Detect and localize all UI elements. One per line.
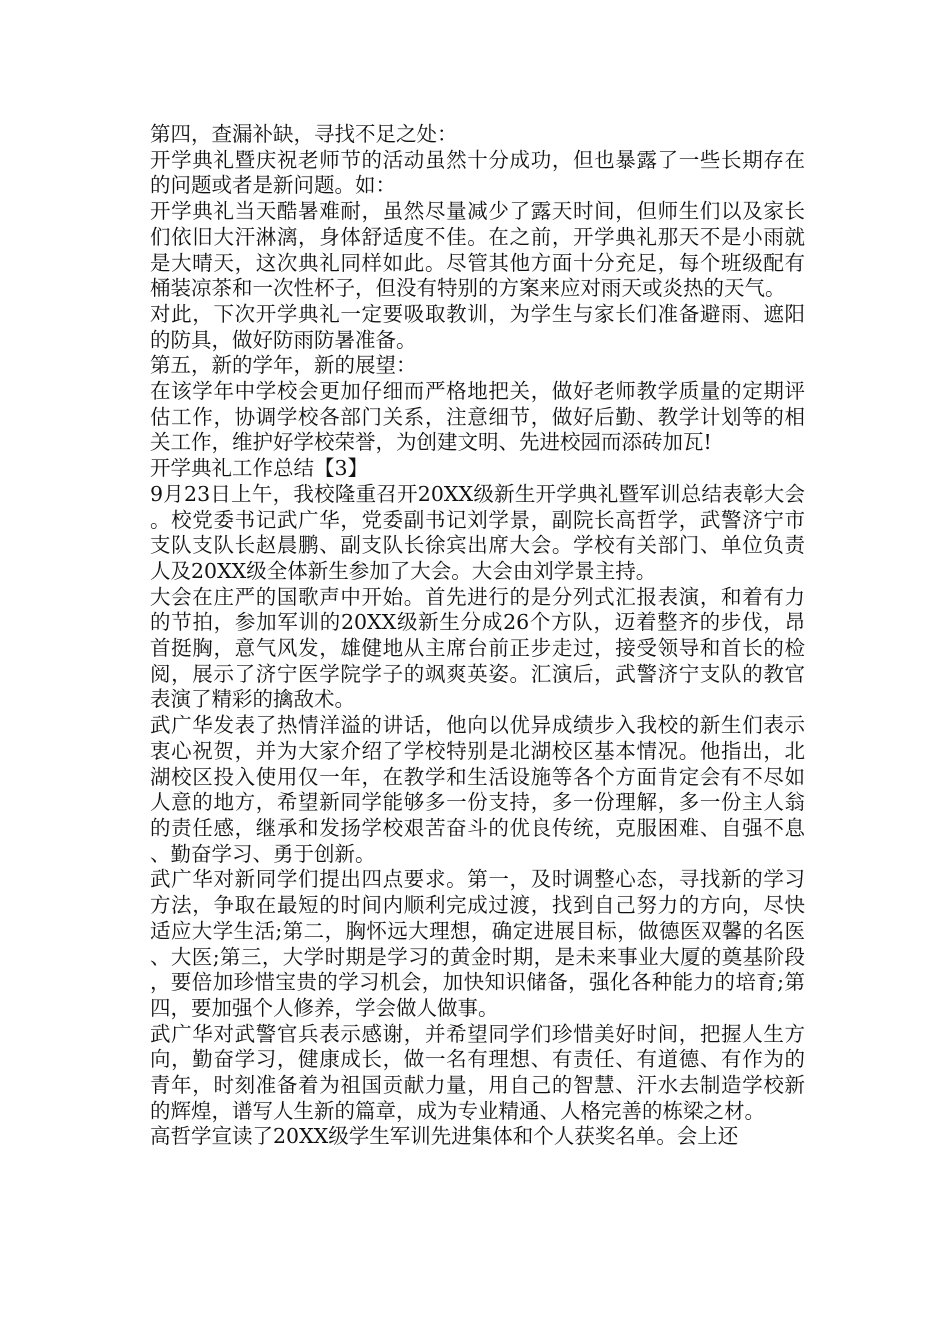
paragraph-four-requirements: 武广华对新同学们提出四点要求。第一，及时调整心态，寻找新的学习方法，争取在最短的时间内顺利完成过渡，找到自己努力的方向，尽快适应大学生活;第二，胸怀远大理想，确定进展目标，做德医双馨的名医、大医;第三，大学时期是学习的黄金时期，是未来事业大厦的奠基阶段，要倍加珍惜宝贵的学习机会，加快知识储备，强化各种能力的培育;第四，要加强个人修养，学会做人做事。	[150, 867, 805, 1020]
paragraph-section-four-heading: 第四，查漏补缺，寻找不足之处：	[150, 122, 458, 146]
paragraph-speech: 武广华发表了热情洋溢的讲话，他向以优异成绩步入我校的新生们表示衷心祝贺，并为大家介绍了学校特别是北湖校区基本情况。他指出，北湖校区投入使用仅一年，在教学和生活设施等各个方面肯定会有不尽如人意的地方，希望新同学能够多一份支持，多一份理解，多一份主人翁的责任感，继承和发扬学校艰苦奋斗的优良传统，克服困难、自强不息、勤奋学习、勇于创新。	[150, 713, 805, 866]
paragraph-summary-3-title: 开学典礼工作总结【3】	[150, 456, 369, 481]
paragraph-problems-intro: 开学典礼暨庆祝老师节的活动虽然十分成功，但也暴露了一些长期存在的问题或者是新问题。如：	[150, 147, 805, 198]
paragraph-ceremony-overview: 9月23日上午，我校隆重召开20XX级新生开学典礼暨军训总结表彰大会。校党委书记武广华，党委副书记刘学景，副院长高哲学，武警济宁市支队支队长赵晨鹏、副支队长徐宾出席大会。学校有关部门、单位负责人及20XX级全体新生参加了大会。大会由刘学景主持。	[150, 481, 805, 583]
paragraph-awards: 高哲学宣读了20XX级学生军训先进集体和个人获奖名单。会上还	[150, 1124, 739, 1149]
paragraph-outlook: 在该学年中学校会更加仔细而严格地把关，做好老师教学质量的定期评估工作，协调学校各部门关系，注意细节，做好后勤、教学计划等的相关工作，维护好学校荣誉，为创建文明、先进校园而添砖加瓦!	[150, 379, 805, 455]
document-body	[145, 122, 805, 1150]
paragraph-parade: 大会在庄严的国歌声中开始。首先进行的是分列式汇报表演，和着有力的节拍，参加军训的20XX级新生分成26个方队，迈着整齐的步伐，昂首挺胸，意气风发，雄健地从主席台前正步走过，接受领导和首长的检阅，展示了济宁医学院学子的飒爽英姿。汇演后，武警济宁支队的教官表演了精彩的擒敌术。	[150, 584, 805, 712]
paragraph-thanks: 武广华对武警官兵表示感谢，并希望同学们珍惜美好时间，把握人生方向，勤奋学习，健康成长，做一名有理想、有责任、有道德、有作为的青年，时刻准备着为祖国贡献力量，用自己的智慧、汗水去制造学校新的辉煌，谱写人生新的篇章，成为专业精通、人格完善的栋梁之材。	[150, 1021, 805, 1123]
paragraph-heat-problem: 开学典礼当天酷暑难耐，虽然尽量减少了露天时间，但师生们以及家长们依旧大汗淋漓，身体舒适度不佳。在之前，开学典礼那天不是小雨就是大晴天，这次典礼同样如此。尽管其他方面十分充足，每个班级配有桶装凉茶和一次性杯子，但没有特别的方案来应对雨天或炎热的天气。	[150, 199, 805, 301]
paragraph-improvement: 对此，下次开学典礼一定要吸取教训，为学生与家长们准备避雨、遮阳的防具，做好防雨防暑准备。	[150, 301, 805, 352]
paragraph-section-five-heading: 第五，新的学年，新的展望：	[150, 353, 417, 378]
